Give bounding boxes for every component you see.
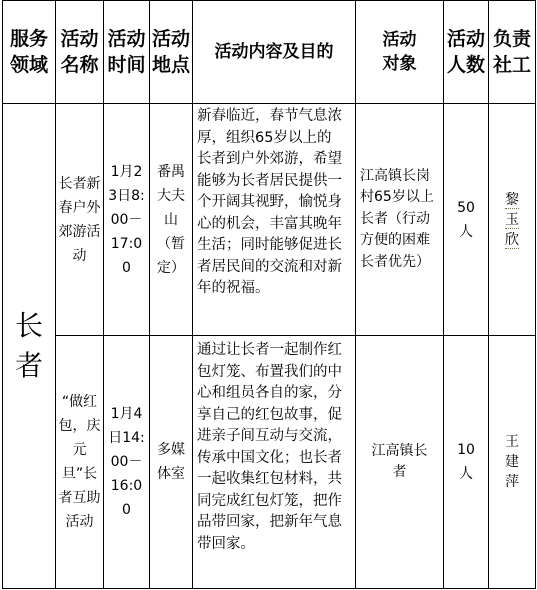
header-activity-place: 活动地点 bbox=[150, 1, 193, 104]
header-staff: 负责社工 bbox=[489, 1, 536, 104]
header-content-purpose: 活动内容及目的 bbox=[193, 1, 356, 104]
table-row bbox=[3, 336, 536, 589]
participant-count-cell: 10人 bbox=[444, 336, 489, 589]
table-row bbox=[3, 104, 536, 336]
activity-place-cell: 多媒体室 bbox=[150, 336, 193, 589]
header-activity-time: 活动时间 bbox=[104, 1, 150, 104]
activity-name-cell: “做红包，庆元旦”长者互助活动 bbox=[56, 336, 104, 589]
staff-name-cell bbox=[489, 104, 536, 336]
header-target: 活动对象 bbox=[356, 1, 444, 104]
activity-schedule-table bbox=[2, 0, 536, 589]
activity-target-cell: 江高镇长岗村65岁以上长者（行动方便的困难长者优先） bbox=[356, 104, 444, 336]
activity-name-cell: 长者新春户外郊游活动 bbox=[56, 104, 104, 336]
activity-time-cell: 1月23日8:00－17:00 bbox=[104, 104, 150, 336]
staff-name-text: 王建萍 bbox=[505, 434, 519, 490]
activity-target-cell: 江高镇长者 bbox=[356, 336, 444, 589]
activity-content-cell: 新春临近，春节气息浓厚，组织65岁以上的长者到户外郊游，希望能够为长者居民提供一个开阔其视野，愉悦身心的机会，丰富其晚年生活；同时能够促进长者居民间的交流和对新年的祝福。 bbox=[193, 104, 356, 336]
header-row bbox=[3, 1, 536, 104]
staff-name-text: 黎玉欣 bbox=[505, 191, 519, 248]
activity-content-cell: 通过让长者一起制作红包灯笼、布置我们的中心和组员各自的家，分享自己的红包故事，促进亲子间互动与交流，传承中国文化；也长者一起收集红包材料，共同完成红包灯笼，把作品带回家，把新年气息带回家。 bbox=[193, 336, 356, 589]
activity-time-cell: 1月4日14:00－16:00 bbox=[104, 336, 150, 589]
header-participant-count: 活动人数 bbox=[444, 1, 489, 104]
header-activity-name: 活动名称 bbox=[56, 1, 104, 104]
participant-count-cell: 50人 bbox=[444, 104, 489, 336]
staff-name-cell bbox=[489, 336, 536, 589]
header-domain: 服务领域 bbox=[3, 1, 56, 104]
service-domain-cell: 长者 bbox=[3, 104, 56, 589]
activity-place-cell: 番禺大夫山（暂定） bbox=[150, 104, 193, 336]
